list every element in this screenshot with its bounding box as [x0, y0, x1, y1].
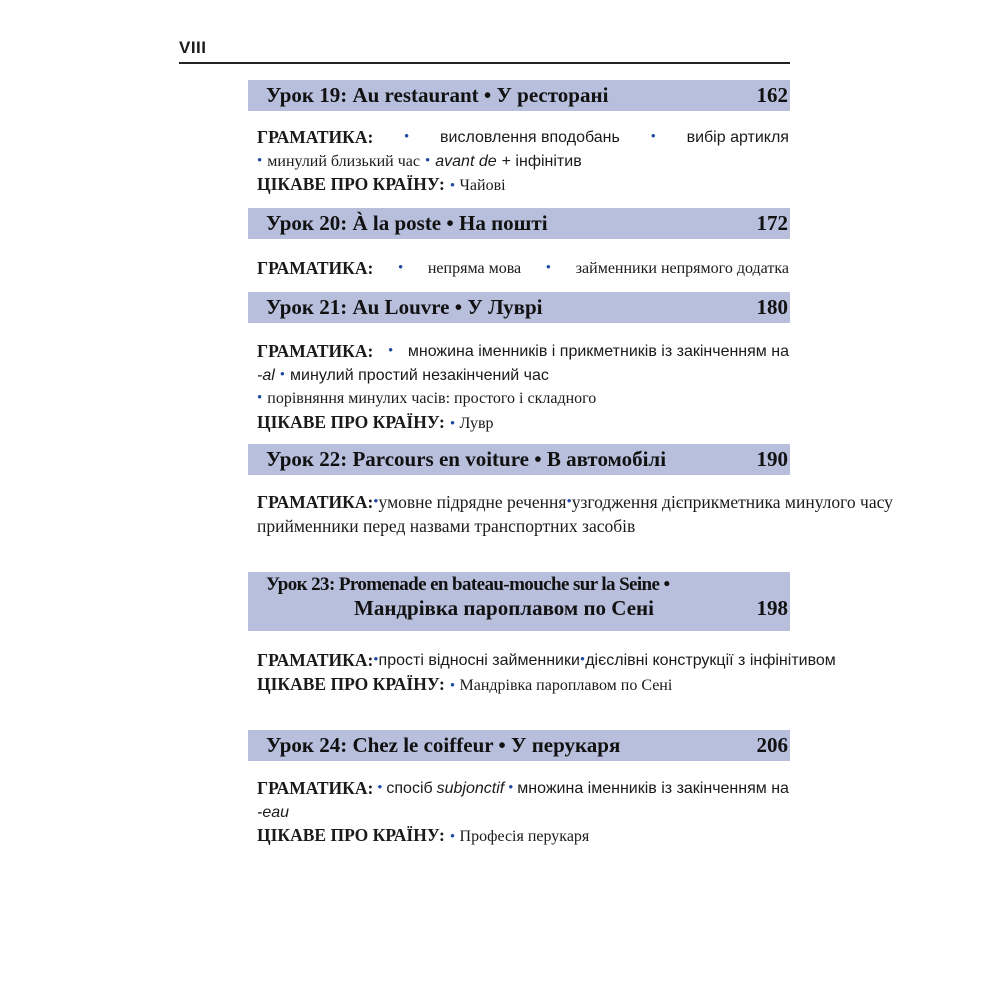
grammar-topic: порівняння минулих часів: простого і складного [267, 390, 597, 407]
lesson-page: 180 [756, 295, 788, 319]
lesson-23-header [248, 572, 790, 631]
grammar-topic: -eau [257, 803, 290, 821]
lesson-23-body: ГРАМАТИКА: • прості відносні займенники • дієслівні конструкції з інфінітивом ЦІКАВЕ ПРО КРАЇНУ: • Мандрівка пароплавом по Сені [257, 649, 789, 698]
lesson-19-body: ГРАМАТИКА: • висловлення вподобань • вибір артикля • минулий близький час • avant de + інфінітив ЦІКАВЕ ПРО КРАЇНУ: • Чайові [257, 126, 789, 199]
grammar-topic: непряма мова [427, 260, 522, 277]
country-label: ЦІКАВЕ ПРО КРАЇНУ: [257, 411, 445, 432]
grammar-topic: avant de [435, 152, 497, 170]
grammar-label: ГРАМАТИКА: [257, 127, 374, 147]
lesson-title: Урок 21: Au Louvre • У Луврі [266, 295, 543, 319]
grammar-topic: спосіб [386, 780, 433, 797]
lesson-21-header [248, 292, 790, 323]
country-topic: Мандрівка пароплавом по Сені [459, 676, 673, 694]
lesson-21-body: ГРАМАТИКА: • множина іменників і прикметників із закінченням на -al • минулий простий незакінчений час • порівняння минулих часів: простого і складного ЦІКАВЕ ПРО КРАЇНУ: • Лувр [257, 340, 789, 436]
country-topic: Чайові [459, 177, 506, 194]
grammar-topic: множина іменників і прикметників із закінченням на [407, 343, 789, 360]
header-rule [179, 62, 790, 64]
lesson-19-header [248, 80, 790, 111]
grammar-topic: дієслівні конструкції з інфінітивом [585, 652, 836, 669]
grammar-label: ГРАМАТИКА: [257, 650, 374, 670]
lesson-title: Урок 24: Chez le coiffeur • У перукаря [266, 733, 621, 757]
lesson-title: Урок 19: Au restaurant • У ресторані [266, 83, 609, 107]
grammar-topic: множина іменників із закінченням на [517, 780, 789, 797]
lesson-title: Урок 23: Promenade en bateau-mouche sur la Seine • [266, 574, 670, 595]
lesson-title-translation: Мандрівка пароплавом по Сені [354, 596, 654, 620]
lesson-24-body: ГРАМАТИКА: • спосіб subjonctif • множина іменників із закінченням на -eau ЦІКАВЕ ПРО КРАЇНУ: • Професія перукаря [257, 777, 789, 850]
grammar-label: ГРАМАТИКА: [257, 778, 374, 798]
grammar-topic: узгодження дієприкметника минулого часу [571, 492, 893, 512]
lesson-page: 206 [756, 733, 788, 757]
lesson-page: 190 [756, 447, 788, 471]
lesson-22-body: ГРАМАТИКА: • умовне підрядне речення • узгодження дієприкметника минулого часу прийменники перед назвами транспортних засобів [257, 491, 789, 538]
grammar-topic: висловлення вподобань [440, 129, 620, 146]
lesson-title: Урок 20: À la poste • На пошті [266, 211, 548, 235]
lesson-page: 198 [756, 596, 788, 620]
grammar-topic: умовне підрядне речення [378, 492, 567, 512]
lesson-page: 172 [756, 211, 788, 235]
grammar-label: ГРАМАТИКА: [257, 341, 374, 361]
country-label: ЦІКАВЕ ПРО КРАЇНУ: [257, 825, 445, 845]
grammar-topic: subjonctif [436, 780, 505, 797]
grammar-topic: + інфінітив [501, 152, 582, 170]
country-label: ЦІКАВЕ ПРО КРАЇНУ: [257, 673, 445, 694]
grammar-topic: вибір артикля [686, 129, 789, 146]
grammar-topic: минулий близький час [267, 152, 420, 170]
grammar-label: ГРАМАТИКА: [257, 258, 374, 278]
country-label: ЦІКАВЕ ПРО КРАЇНУ: [257, 174, 445, 194]
lesson-22-header [248, 444, 790, 475]
page-number: VIII [179, 38, 207, 57]
lesson-20-body: ГРАМАТИКА: • непряма мова • займенники непрямого додатка [257, 257, 789, 281]
country-topic: Лувр [459, 414, 494, 432]
grammar-topic: прості відносні займенники [378, 652, 580, 669]
lesson-20-header [248, 208, 790, 239]
grammar-topic: минулий простий незакінчений час [290, 366, 549, 384]
grammar-label: ГРАМАТИКА: [257, 492, 374, 512]
lesson-24-header [248, 730, 790, 761]
grammar-topic: прийменники перед назвами транспортних засобів [257, 515, 636, 536]
grammar-topic: займенники непрямого додатка [575, 260, 789, 277]
lesson-page: 162 [756, 83, 788, 107]
grammar-topic: -al [257, 366, 275, 384]
lesson-title: Урок 22: Parcours en voiture • В автомобілі [266, 447, 667, 471]
country-topic: Професія перукаря [459, 828, 590, 845]
